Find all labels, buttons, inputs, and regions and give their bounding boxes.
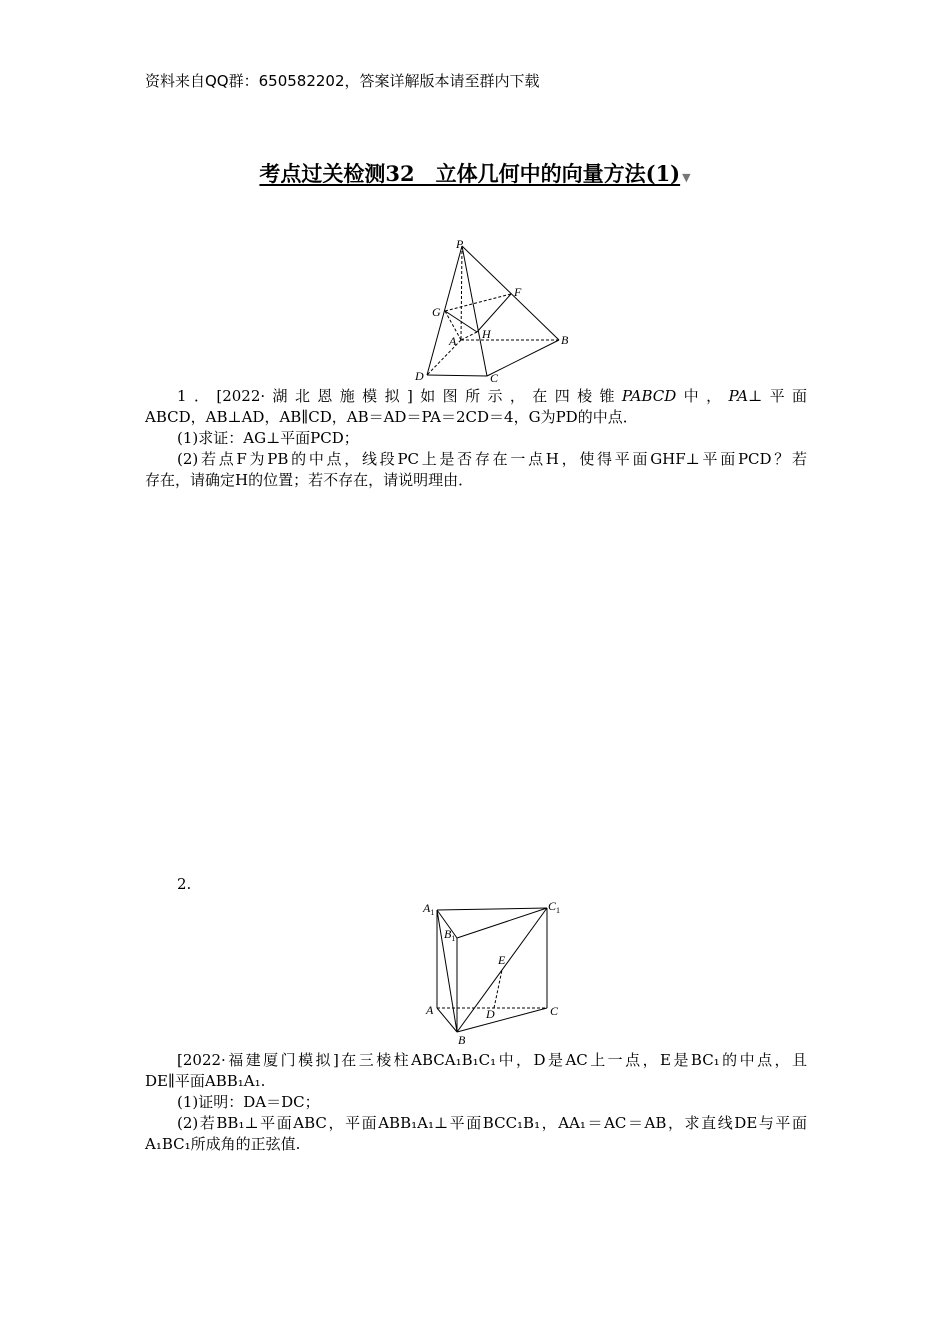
title-text: 考点过关检测32 立体几何中的向量方法(1) [259,161,681,186]
problem1-pabcd: PABCD [621,387,677,405]
problem1-line1 [145,386,807,407]
edge-ah [461,332,477,340]
problem2-number: 2. [177,875,192,893]
edge-pc [462,246,487,376]
pyramid-figure [405,236,580,384]
label-e: E [498,953,506,967]
problem2-question2-line2: A₁BC₁所成角的正弦值. [145,1135,301,1153]
problem2-stem-line1: [2022·福建厦门模拟]在三棱柱ABCA₁B₁C₁中，D是AC上一点，E是BC₁的中点，且 [177,1051,807,1069]
edge-a1c1 [437,908,547,910]
label-c: C [490,371,499,384]
problem1-number: 1． [177,387,217,405]
edge-pa [461,246,462,340]
problem1-question1: (1)求证：AG⊥平面PCD； [177,429,359,447]
label-c: C [550,1004,559,1018]
edge-bc1 [457,908,547,1032]
label-g: G [432,305,441,319]
edge-b1c1 [457,908,547,938]
label-b1: $B_1$ [444,927,456,943]
label-a: A [449,334,457,348]
edge-gf [445,294,511,311]
label-d: D [486,1007,495,1021]
label-a1: $A_1$ [423,901,435,917]
problem1-line2: ABCD，AB⊥AD，AB∥CD，AB＝AD＝PA＝2CD＝4，G为PD的中点． [145,408,638,426]
problem1-question2-line2: 存在，请确定H的位置；若不存在，请说明理由． [145,471,474,489]
label-b: B [458,1033,466,1047]
problem1-perp-plane: ⊥平面 [748,387,807,405]
problem1-source: [2022·湖北恩施模拟] [216,387,413,405]
label-h: H [482,327,491,341]
edge-bc [457,1008,547,1032]
page-title [0,158,950,188]
edge-dc [427,375,487,376]
problem1-lead: 如图所示，在四棱锥 [412,387,622,405]
problem2-question2-line1: (2)若BB₁⊥平面ABC，平面ABB₁A₁⊥平面BCC₁B₁，AA₁＝AC＝AB，求直线DE与平面 [177,1114,807,1132]
problem1-pa: PA [728,387,749,405]
label-p: P [456,237,464,251]
label-b: B [561,333,569,347]
edge-pb [462,246,559,340]
problem2-question1: (1)证明：DA＝DC； [177,1093,320,1111]
label-d: D [415,369,424,383]
problem1-question2-line1: (2)若点F为PB的中点，线段PC上是否存在一点H，使得平面GHF⊥平面PCD？若 [177,450,807,468]
dropdown-triangle-icon: ▼ [682,171,691,184]
label-f: F [514,285,522,299]
label-a: A [426,1003,434,1017]
problem2-stem-line2: DE∥平面ABB₁A₁. [145,1072,266,1090]
label-c1: $C_1$ [548,899,561,915]
problem1-mid: 中， [676,387,729,405]
prism-figure [418,896,568,1048]
page-header: 资料来自QQ群：650582202，答案详解版本请至群内下载 [145,72,540,90]
